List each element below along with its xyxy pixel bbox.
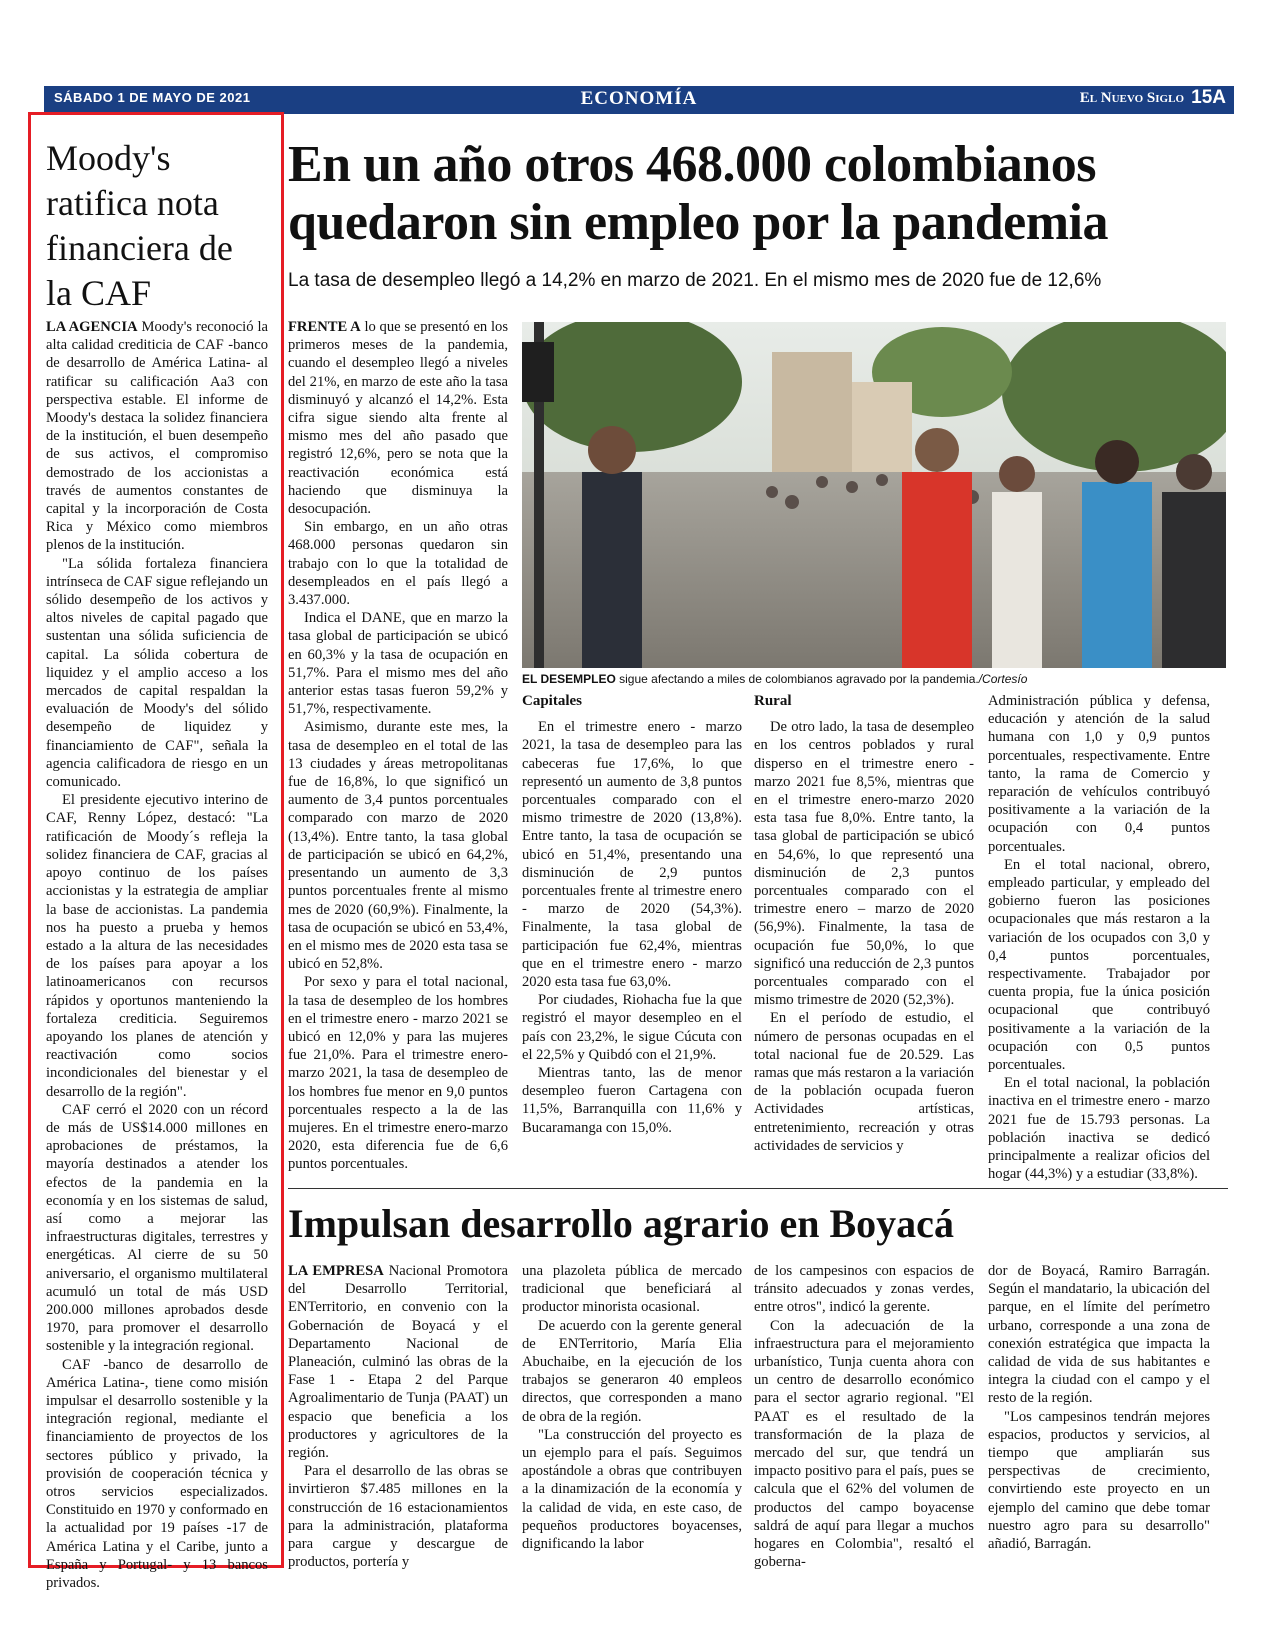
crowd-street-illustration — [522, 322, 1226, 668]
main-paragraph: En el total nacional, la población inactiva en el trimestre enero - marzo 2021 fue de 15.793 personas. La población inactiva se dedicó principalmente a realizar oficios del hogar (44,3%) y a estudiar (33,8%). — [988, 1075, 1210, 1183]
main-paragraph: Indica el DANE, que en marzo la tasa global de participación se ubicó en 60,3% y la tasa de ocupación en 51,7%. Para el mismo mes del año anterior estas tasas fueron 59,2% y 51,7%, respectivamente. — [288, 610, 508, 718]
page-number: 15A — [1191, 87, 1226, 108]
sidebar-paragraph: CAF cerró el 2020 con un récord de más de US$14.000 millones en aprobaciones de préstamos, la mayoría destinados a atender los efectos de la pandemia en la economía y en los sistemas de salud, así como a mejorar las infraestructuras digitales, terrestres y energéticas. Al cierre de su 50 aniversario, el organismo multilateral acumuló un total de más USD 200.000 millones aprobados desde 1970, para promover el desarrollo sostenible y la integración regional. — [46, 1101, 268, 1355]
second-paragraph: una plazoleta pública de mercado tradicional que beneficiará al productor minorista ocasional. — [522, 1263, 742, 1316]
main-lead: FRENTE A — [288, 319, 361, 335]
second-headline: Impulsan desarrollo agrario en Boyacá — [288, 1201, 954, 1246]
section-name: ECONOMÍA — [580, 88, 698, 109]
main-paragraph: Sin embargo, en un año otras 468.000 personas quedaron sin trabajo con lo que la totalidad de desempleados en el país llegó a 3.437.000. — [288, 519, 508, 609]
caption-lead: EL DESEMPLEO — [522, 672, 616, 686]
main-paragraph: En el período de estudio, el número de personas ocupadas en el total nacional fue de 20.529. Las ramas que más restaron a la variación de la población ocupada fueron Actividades artísticas, entretenimiento, recreación y otras actividades de servicios y — [754, 1010, 974, 1154]
main-column-1 — [288, 318, 508, 1174]
second-paragraph: dor de Boyacá, Ramiro Barragán. Según el mandatario, la ubicación del parque, en el límite del perímetro urbano, corresponde a una zona de conexión estratégica que impacta la calidad de vida de sus habitantes e integra la ciudad con el campo y el resto de la región. — [988, 1263, 1210, 1407]
second-paragraph: Con la adecuación de la infraestructura para el mejoramiento urbanístico, Tunja cuenta ahora con un centro de desarrollo económico para el sector agrario regional. "El PAAT es el resultado de la transformación de la plaza de mercado del sur, que tendrá un impacto positivo para el país, pues se calcula que el 62% del volumen de productos del campo boyacense saldrá de aquí para llegar a muchos hogares en Colombia", resaltó el goberna- — [754, 1317, 974, 1571]
main-paragraph: Por ciudades, Riohacha fue la que registró el mayor desempleo en el país con 23,2%, le sigue Cúcuta con el 22,5% y Quibdó con el 21,9%. — [522, 992, 742, 1063]
second-column-1 — [288, 1262, 508, 1571]
main-paragraph: En el total nacional, obrero, empleado particular, y empleado del gobierno fueron las posiciones ocupacionales que más restaron a la variación de los ocupados con 3,0 y 0,4 puntos porcentuales, respectivamente. Trabajador por cuenta propia, fue la única posición ocupacional que contribuyó positivamente a la variación de la ocupación con 0,5 puntos porcentuales. — [988, 856, 1210, 1074]
main-paragraph: Asimismo, durante este mes, la tasa de desempleo en el total de las 13 ciudades y áreas metropolitanas fue de 16,8%, lo que significó un aumento de 3,4 puntos porcentuales comparado con marzo de 2020 (13,4%). Entre tanto, la tasa global de participación se ubicó en 64,2%, presentando un aumento de 3,3 puntos porcentuales frente al mismo mes de 2020 (60,9%). Finalmente, la tasa de ocupación se ubicó en 53,4%, en el mismo mes de 2020 esta tasa se ubicó en 52,8%. — [288, 719, 508, 973]
subhead-capitales: Capitales — [522, 693, 582, 709]
second-paragraph: "Los campesinos tendrán mejores espacios, productos y servicios, al tiempo que ampliarán sus perspectivas de crecimiento, convirtiendo este proyecto en un ejemplo del camino que debe tomar nuestro agro para su desarrollo" añadió, Barragán. — [988, 1408, 1210, 1553]
second-column-2 — [522, 1262, 742, 1553]
main-paragraph: De otro lado, la tasa de desempleo en los centros poblados y rural disperso en el trimestre enero - marzo 2021 fue 8,5%, mientras que en el trimestre enero-marzo 2020 esta tasa fue 8,0%. Entre tanto, la tasa global de participación se ubicó en 54,6%, lo que representó una disminución de 2,3 puntos porcentuales comparado con el trimestre enero – marzo de 2020 (56,9%). Finalmente, la tasa de ocupación fue 50,0%, lo que significó una reducción de 2,3 puntos porcentuales comparado con el mismo trimestre de 2020 (52,3%). — [754, 719, 974, 1009]
second-paragraph: Para el desarrollo de las obras se invirtieron $7.485 millones en la construcción de 16 estacionamientos para la administración, plataforma para cargue y descargue de productos, portería y — [288, 1463, 508, 1571]
issue-date: SÁBADO 1 DE MAYO DE 2021 — [54, 90, 251, 105]
main-paragraph: Por sexo y para el total nacional, la tasa de desempleo de los hombres en el trimestre enero - marzo 2021 se ubicó en 12,0% y para las mujeres fue 21,0%. Para el trimestre enero-marzo 2021, la tasa de desempleo de los hombres fue menor en 9,0 puntos porcentuales respecto a la de las mujeres. En el trimestre enero-marzo 2020, esta diferencia fue de 6,6 puntos porcentuales. — [288, 974, 508, 1173]
caption-text: sigue afectando a miles de colombianos agravado por la pandemia. — [619, 672, 979, 686]
main-column-4 — [988, 692, 1210, 1183]
subhead-rural: Rural — [754, 693, 792, 709]
second-column-4 — [988, 1262, 1210, 1553]
sidebar-paragraph: LA AGENCIA Moody's reconoció la alta calidad crediticia de CAF -banco de desarrollo de América Latina- al ratificar su calificación Aa3 con perspectiva estable. El informe de Moody's destaca la solidez financiera de la institución, el buen desempeño de sus activos, el compromiso demostrado de los accionistas a través de aumentos constantes de capital y la incorporación de Costa Rica y México como miembros plenos de la institución. — [46, 319, 268, 554]
section-divider — [288, 1188, 1228, 1189]
main-subheadline: La tasa de desempleo llegó a 14,2% en marzo de 2021. En el mismo mes de 2020 fue de 12,6% — [288, 270, 1102, 291]
second-lead: LA EMPRESA — [288, 1263, 384, 1279]
sidebar-paragraph: "La sólida fortaleza financiera intrínseca de CAF sigue reflejando un sólido desempeño de los activos y altos niveles de capital pagado que sustentan una sólida suficiencia de capital. La sólida cobertura de liquidez y el amplio acceso a los mercados de capital respaldan la evaluación de Moody's del sólido desempeño de liquidez y financiamiento de CAF", señala la agencia calificadora de riesgo en un comunicado. — [46, 555, 268, 791]
sidebar-body — [46, 318, 268, 1592]
second-paragraph: de los campesinos con espacios de tránsito adecuados y zonas verdes, entre otros", indicó la gerente. — [754, 1263, 974, 1316]
main-headline: En un año otros 468.000 colombianos quedaron sin empleo por la pandemia — [288, 136, 1108, 251]
sidebar-paragraph: CAF -banco de desarrollo de América Latina-, tiene como misión impulsar el desarrollo sostenible y la integración regional, mediante el financiamiento de proyectos de los sectores público y privado, la provisión de cooperación técnica y otros servicios especializados. Constituido en 1970 y conformado en la actualidad por 19 países -17 de América Latina y el Caribe, junto a España y Portugal- y 13 bancos privados. — [46, 1356, 268, 1592]
second-paragraph: LA EMPRESA Nacional Promotora del Desarrollo Territorial, ENTerritorio, en convenio con la Gobernación de Boyacá y el Departamento Nacional de Planeación, culminó las obras de la Fase 1 - Etapa 2 del Parque Agroalimentario de Tunja (PAAT) un espacio que beneficia a los productores y agricultores de la región. — [288, 1263, 508, 1462]
main-column-3 — [754, 692, 974, 1155]
photo-caption — [522, 672, 1242, 686]
sidebar-title: Moody's ratifica nota financiera de la CAF — [46, 138, 233, 313]
second-paragraph: "La construcción del proyecto es un ejemplo para el país. Seguimos apostándole a obras que contribuyen a la dinamización de la economía y la calidad de vida, en este caso, de pequeños productores boyacenses, dignificando la labor — [522, 1426, 742, 1553]
second-paragraph: De acuerdo con la gerente general de ENTerritorio, María Elia Abuchaibe, en la ejecución de los trabajos se generaron 40 empleos directos, que corresponden a mano de obra de la región. — [522, 1317, 742, 1425]
main-paragraph: Mientras tanto, las de menor desempleo fueron Cartagena con 11,5%, Barranquilla con 11,6% y Bucaramanga con 15,0%. — [522, 1065, 742, 1136]
main-paragraph: Administración pública y defensa, educación y atención de la salud humana con 1,0 y 0,9 puntos porcentuales, respectivamente. Entre tanto, la rama de Comercio y reparación de vehículos contribuyó positivamente a la variación de la ocupación con 0,4 puntos porcentuales. — [988, 693, 1210, 855]
second-column-3 — [754, 1262, 974, 1571]
header-band — [44, 86, 1234, 114]
photo-credit: /Cortesío — [978, 672, 1028, 686]
sidebar-lead: LA AGENCIA — [46, 319, 138, 335]
masthead: El Nuevo Siglo — [1079, 90, 1184, 106]
main-column-2 — [522, 692, 742, 1137]
news-photo — [522, 322, 1226, 668]
sidebar-paragraph: El presidente ejecutivo interino de CAF, Renny López, destacó: "La ratificación de Moody´s refleja la solidez financiera de CAF, gracias al apoyo continuo de los países accionistas y la estrategia de ampliar la base de accionistas. La pandemia nos ha puesto a prueba y hemos estado a la altura de las necesidades de los países para apoyar a los latinoamericanos con recursos rápidos y oportunos manteniendo la fortaleza crediticia. Seguiremos apoyando los planes de atención y reactivación como socios incondicionales del bienestar y el desarrollo de la región". — [46, 792, 268, 1100]
main-paragraph: En el trimestre enero - marzo 2021, la tasa de desempleo para las cabeceras fue 17,6%, lo que representó un aumento de 3,8 puntos porcentuales comparado con el mismo trimestre de 2020 (13,8%). Entre tanto, la tasa de ocupación se ubicó en 51,4%, presentando una disminución de 2,9 puntos porcentuales frente al trimestre enero - marzo de 2020 (54,3%). Finalmente, la tasa global de participación fue 62,4%, mientras que en el trimestre enero - marzo 2020 esta tasa fue 63,0%. — [522, 719, 742, 991]
main-paragraph: FRENTE A lo que se presentó en los primeros meses de la pandemia, cuando el desempleo llegó a niveles del 21%, en marzo de este año la tasa disminuyó y alcanzó el 14,2%. Esta cifra sigue siendo alta frente al mismo mes del año pasado que registró 12,6%, pero se nota que la reactivación económica está haciendo que disminuya la desocupación. — [288, 319, 508, 518]
